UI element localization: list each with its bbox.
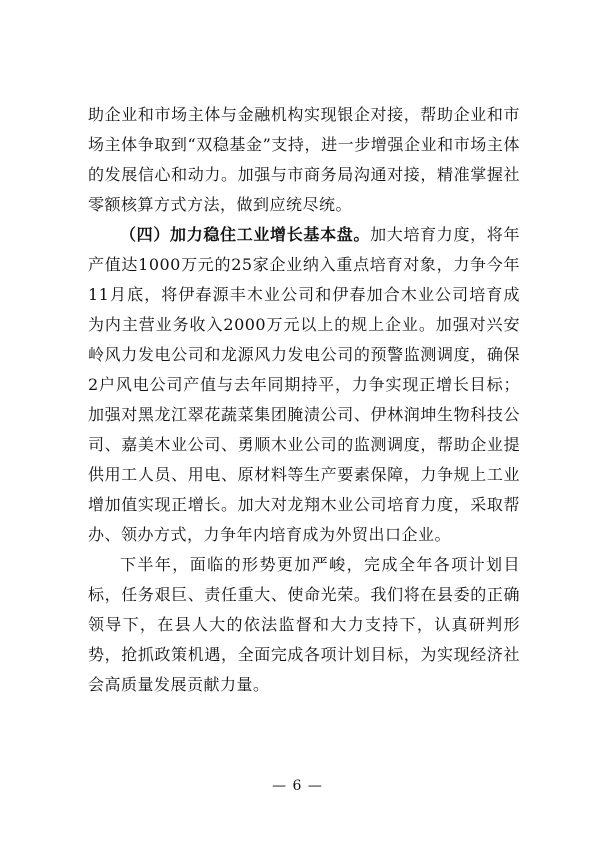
document-body xyxy=(88,100,520,700)
paragraph-conclusion xyxy=(88,550,520,700)
paragraph-text: 加大培育力度，将年产值达1000万元的25家企业纳入重点培育对象，力争今年11月底，将伊春源丰木业公司和伊春加合木业公司培育成为内主营业务收入2000万元以上的规上企业。加强对兴安岭风力发电公司和龙源风力发电公司的预警监测调度，确保2户风电公司产值与去年同期持平，力争实现正增长目标；加强对黑龙江翠花蔬菜集团腌渍公司、伊林润坤生物科技公司、嘉美木业公司、勇顺木业公司的监测调度，帮助企业提供用工人员、用电、原材料等生产要素保障，力争规上工业增加值实现正增长。加大对龙翔木业公司培育力度，采取帮办、领办方式，力争年内培育成为外贸出口企业。 xyxy=(88,225,520,544)
section-heading: （四）加力稳住工业增长基本盘。 xyxy=(120,225,371,244)
paragraph-industrial-growth xyxy=(88,220,520,550)
paragraph-text: 助企业和市场主体与金融机构实现银企对接，帮助企业和市场主体争取到“双稳基金”支持，进一步增强企业和市场主体的发展信心和动力。加强与市商务局沟通对接，精准掌握社零额核算方式方法，做到应统尽统。 xyxy=(88,105,520,214)
paragraph-continuation xyxy=(88,100,520,220)
page-number: — 6 — xyxy=(272,778,323,794)
paragraph-text: 下半年，面临的形势更加严峻，完成全年各项计划目标，任务艰巨、责任重大、使命光荣。我们将在县委的正确领导下，在县人大的依法监督和大力支持下，认真研判形势，抢抓政策机遇，全面完成各项计划目标，为实现经济社会高质量发展贡献力量。 xyxy=(88,555,520,694)
